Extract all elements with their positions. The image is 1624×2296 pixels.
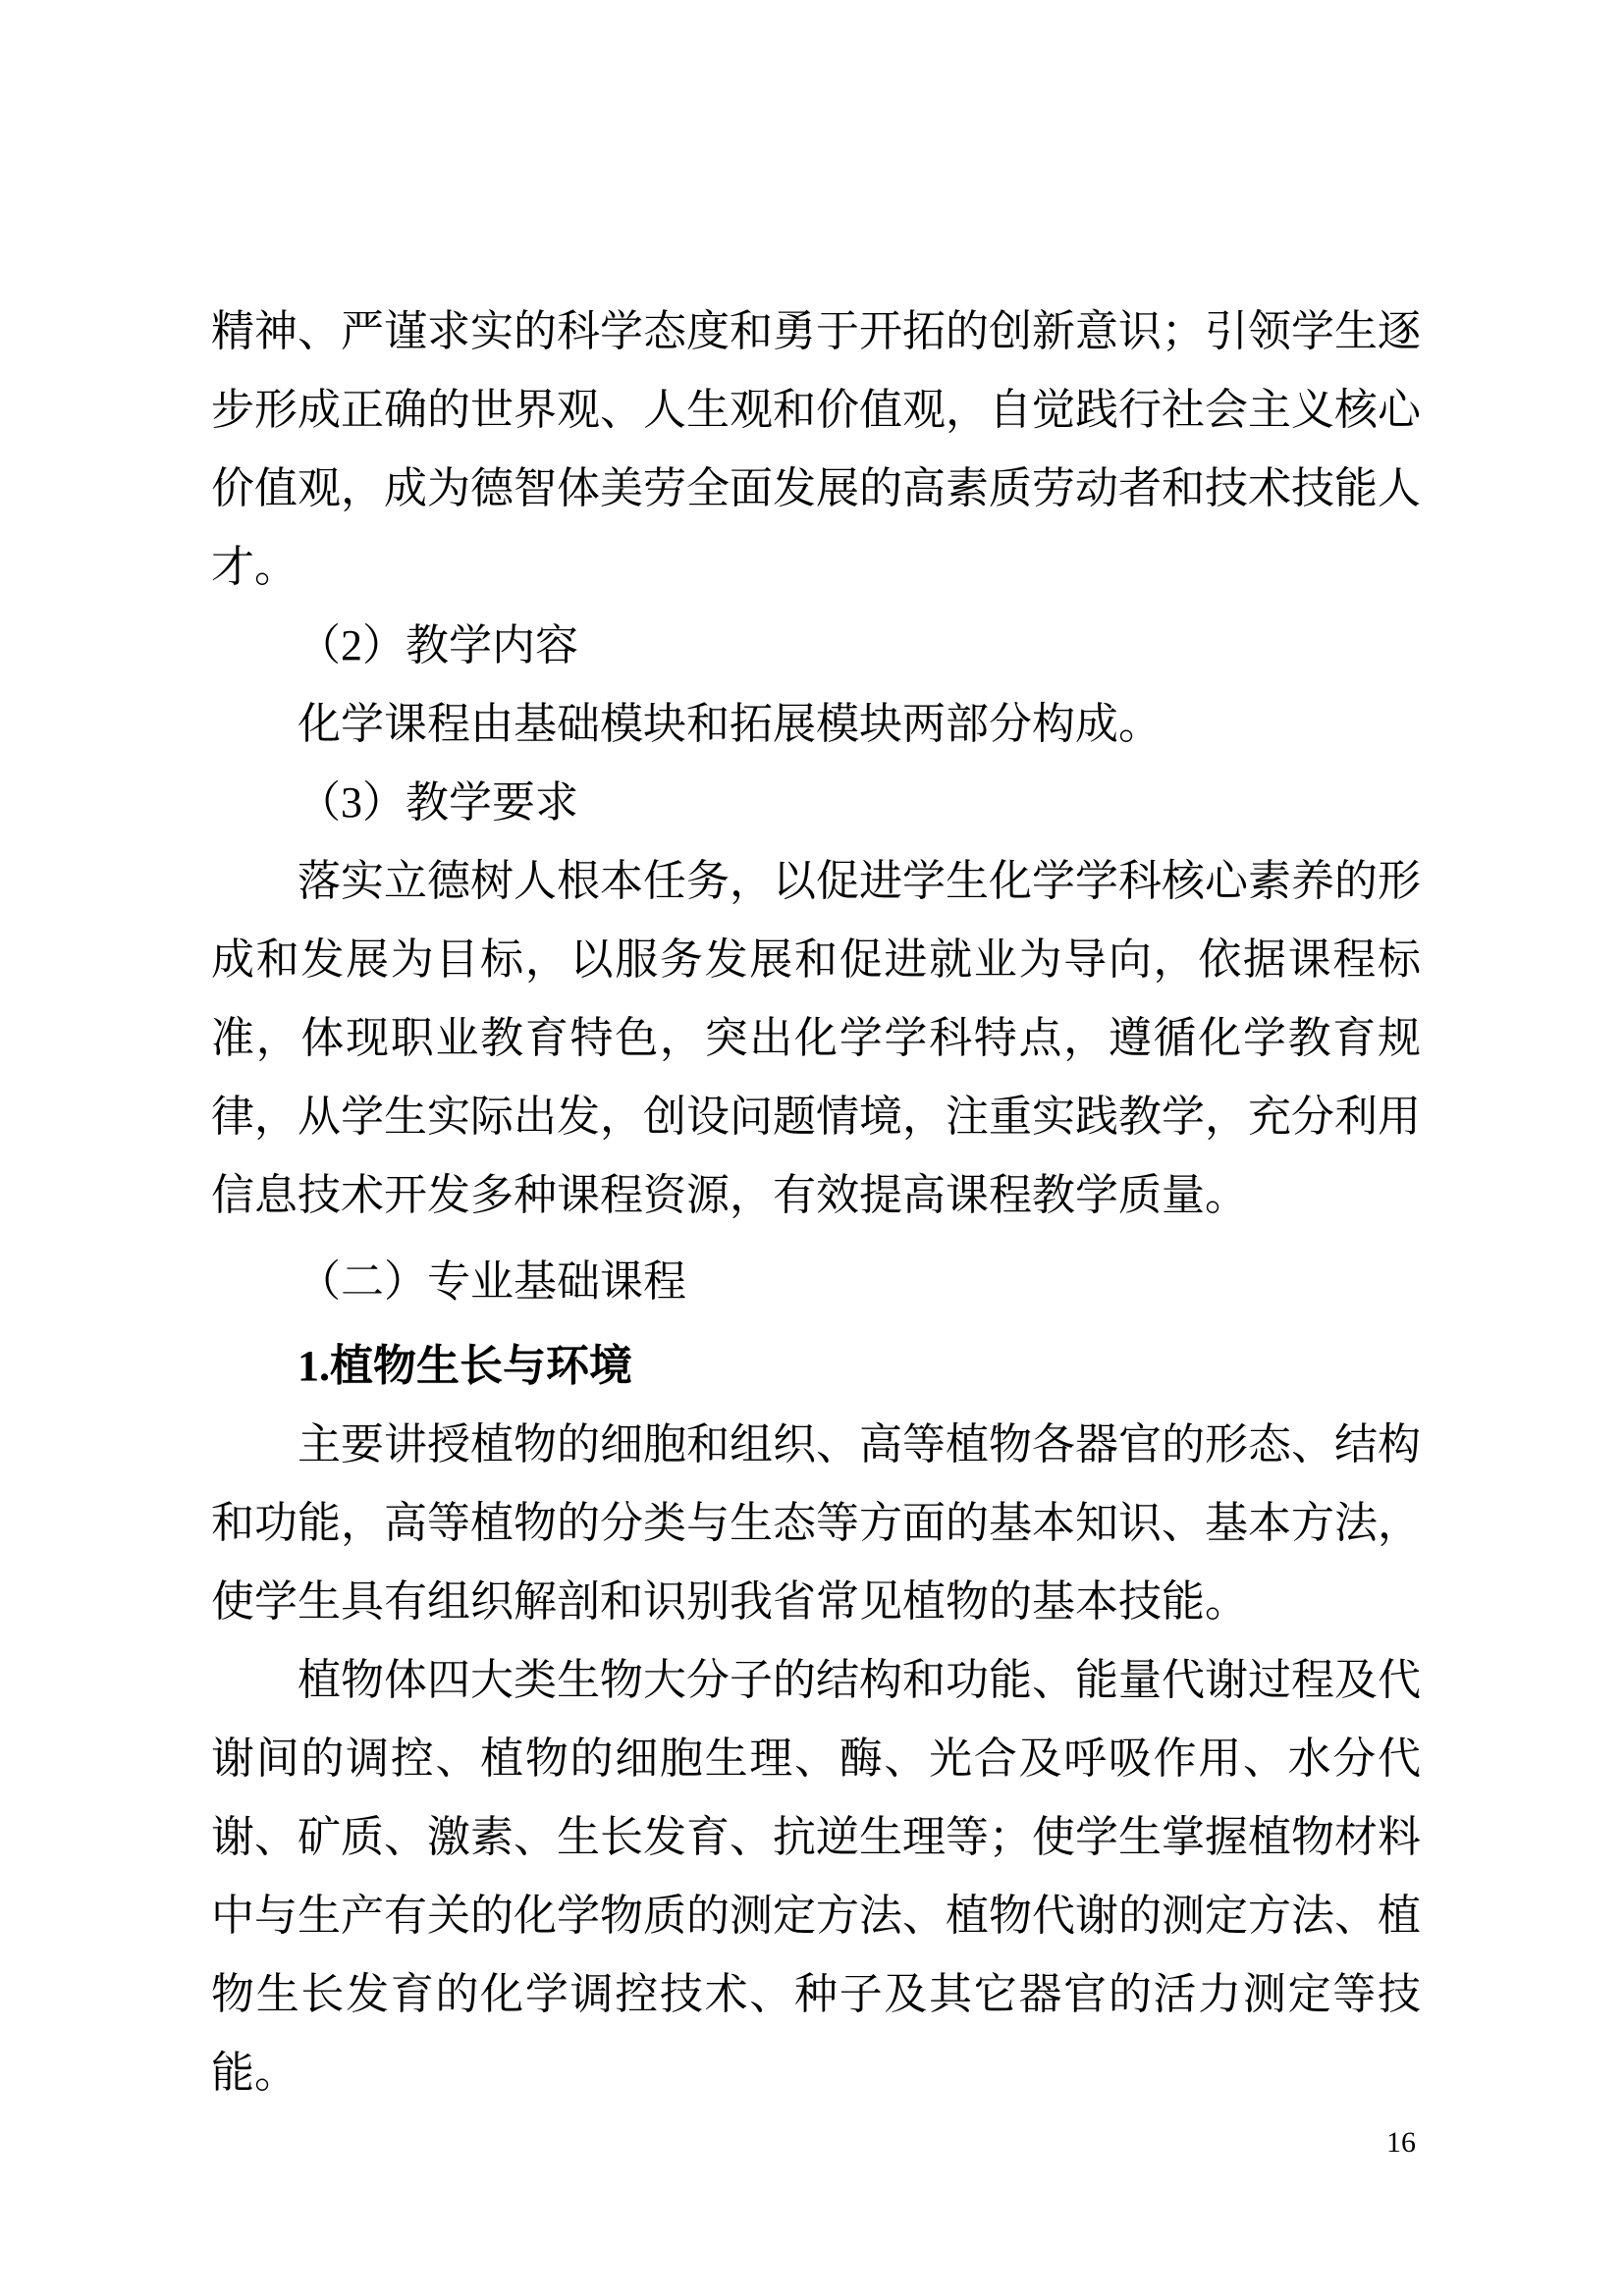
text-block [211,293,1421,2112]
heading-2-teaching-content: （2）教学内容 [298,621,578,669]
course-heading-plant-growth-and-environment: 1.植物生长与环境 [298,1342,632,1390]
paragraph-continuation-spirit-values: 精神、严谨求实的科学态度和勇于开拓的创新意识；引领学生逐步形成正确的世界观、人生观和价值观，自觉践行社会主义核心价值观，成为德智体美劳全面发展的高素质劳动者和技术技能人才。 [211,307,1421,591]
page-number: 16 [1386,2126,1416,2159]
paragraph-plant-course-description-1: 主要讲授植物的细胞和组织、高等植物各器官的形态、结构和功能，高等植物的分类与生态等方面的基本知识、基本方法，使学生具有组织解剖和识别我省常见植物的基本技能。 [211,1420,1421,1626]
paragraph-plant-course-description-2: 植物体四大类生物大分子的结构和功能、能量代谢过程及代谢间的调控、植物的细胞生理、酶、光合及呼吸作用、水分代谢、矿质、激素、生长发育、抗逆生理等；使学生掌握植物材料中与生产有关的化学物质的测定方法、植物代谢的测定方法、植物生长发育的化学调控技术、种子及其它器官的活力测定等技能。 [211,1656,1421,2097]
paragraph-teaching-requirements-detail: 落实立德树人根本任务，以促进学生化学学科核心素养的形成和发展为目标，以服务发展和促进就业为导向，依据课程标准，体现职业教育特色，突出化学学科特点，遵循化学教育规律，从学生实际出发，创设问题情境，注重实践教学，充分利用信息技术开发多种课程资源，有效提高课程教学质量。 [211,857,1421,1219]
paragraph-chemistry-course-modules: 化学课程由基础模块和拓展模块两部分构成。 [298,700,1162,748]
section-heading-professional-basic-courses: （二）专业基础课程 [298,1257,686,1306]
heading-3-teaching-requirements: （3）教学要求 [298,778,578,827]
